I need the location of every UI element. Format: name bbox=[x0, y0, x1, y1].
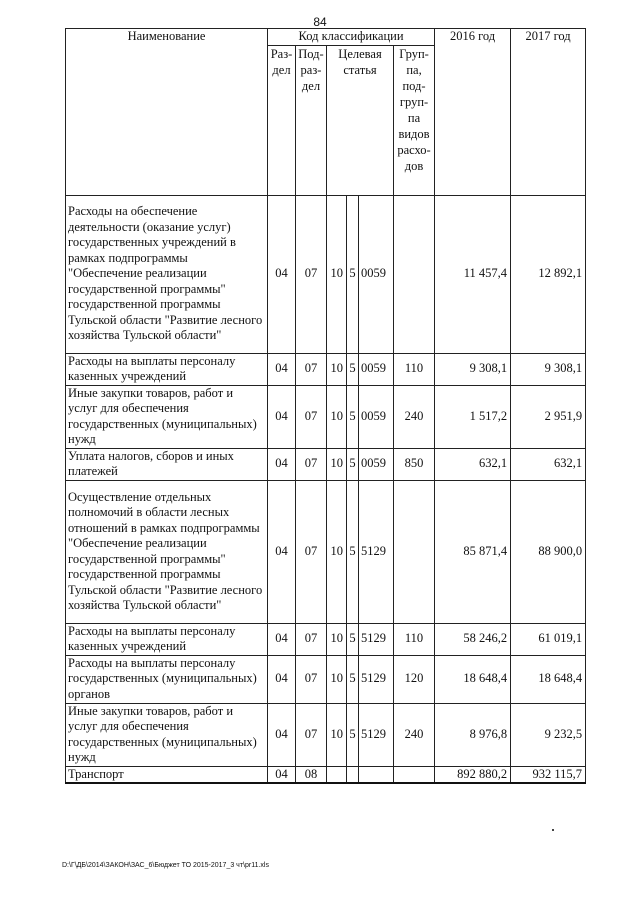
cell-podrazdel: 08 bbox=[296, 766, 327, 783]
cell-cs2: 5 bbox=[347, 448, 359, 480]
cell-y2016: 11 457,4 bbox=[435, 195, 511, 353]
cell-cs2: 5 bbox=[347, 703, 359, 766]
cell-y2017: 9 232,5 bbox=[511, 703, 586, 766]
cell-podrazdel: 07 bbox=[296, 195, 327, 353]
cell-name: Осуществление отдельных полномочий в области лесных отношений в рамках подпрограммы "Обеспечение реализации государственной программы" государственной программы Тульской области "Развитие лесного хозяйства Тульской области" bbox=[66, 480, 268, 623]
cell-razdel: 04 bbox=[268, 703, 296, 766]
cell-cs1: 10 bbox=[327, 353, 347, 385]
cell-y2017: 12 892,1 bbox=[511, 195, 586, 353]
cell-name: Транспорт bbox=[66, 766, 268, 783]
cell-cs1: 10 bbox=[327, 703, 347, 766]
cell-vr: 110 bbox=[394, 623, 435, 655]
cell-cs2 bbox=[347, 766, 359, 783]
cell-name: Иные закупки товаров, работ и услуг для обеспечения государственных (муниципальных) нужд bbox=[66, 385, 268, 448]
header-code-group: Код классификации bbox=[268, 29, 435, 46]
cell-cs2: 5 bbox=[347, 480, 359, 623]
cell-name: Расходы на выплаты персоналу государственных (муниципальных) органов bbox=[66, 655, 268, 703]
cell-razdel: 04 bbox=[268, 623, 296, 655]
cell-razdel: 04 bbox=[268, 480, 296, 623]
cell-cs3: 0059 bbox=[359, 195, 394, 353]
footer-file-path: D:\Г\ДБ\2014\ЗАКОН\ЗАС_6\Бюджет ТО 2015-2017_3 чт\pr11.xls bbox=[62, 862, 269, 869]
budget-table bbox=[65, 28, 586, 784]
stray-dot bbox=[552, 829, 554, 831]
header-name: Наименование bbox=[66, 29, 268, 196]
cell-razdel: 04 bbox=[268, 385, 296, 448]
cell-cs3: 5129 bbox=[359, 623, 394, 655]
cell-y2017: 632,1 bbox=[511, 448, 586, 480]
cell-vr bbox=[394, 195, 435, 353]
cell-name: Расходы на обеспечение деятельности (оказание услуг) государственных учреждений в рамках подпрограммы "Обеспечение реализации государственной программы" государственной программы Тульской области "Развитие лесного хозяйства Тульской области" bbox=[66, 195, 268, 353]
cell-cs3: 0059 bbox=[359, 353, 394, 385]
cell-cs1: 10 bbox=[327, 195, 347, 353]
table-row bbox=[66, 655, 586, 703]
cell-cs3: 5129 bbox=[359, 655, 394, 703]
cell-cs2: 5 bbox=[347, 353, 359, 385]
cell-cs1 bbox=[327, 766, 347, 783]
cell-y2017: 18 648,4 bbox=[511, 655, 586, 703]
cell-podrazdel: 07 bbox=[296, 385, 327, 448]
cell-y2017: 932 115,7 bbox=[511, 766, 586, 783]
cell-y2016: 58 246,2 bbox=[435, 623, 511, 655]
header-expense-type: Груп- па, под- груп- па видов расхо- дов bbox=[394, 45, 435, 195]
cell-y2017: 88 900,0 bbox=[511, 480, 586, 623]
header-target-article: Целевая статья bbox=[327, 45, 394, 195]
cell-vr bbox=[394, 766, 435, 783]
cell-name: Расходы на выплаты персоналу казенных учреждений bbox=[66, 353, 268, 385]
cell-vr: 120 bbox=[394, 655, 435, 703]
cell-cs3: 0059 bbox=[359, 448, 394, 480]
cell-cs3: 5129 bbox=[359, 703, 394, 766]
cell-name: Расходы на выплаты персоналу казенных учреждений bbox=[66, 623, 268, 655]
cell-cs1: 10 bbox=[327, 385, 347, 448]
cell-podrazdel: 07 bbox=[296, 480, 327, 623]
cell-razdel: 04 bbox=[268, 766, 296, 783]
cell-y2017: 2 951,9 bbox=[511, 385, 586, 448]
cell-podrazdel: 07 bbox=[296, 703, 327, 766]
table-row bbox=[66, 703, 586, 766]
cell-name: Уплата налогов, сборов и иных платежей bbox=[66, 448, 268, 480]
cell-y2016: 8 976,8 bbox=[435, 703, 511, 766]
header-section: Раз- дел bbox=[268, 45, 296, 195]
cell-cs3: 5129 bbox=[359, 480, 394, 623]
cell-vr: 240 bbox=[394, 703, 435, 766]
cell-cs1: 10 bbox=[327, 655, 347, 703]
cell-podrazdel: 07 bbox=[296, 655, 327, 703]
cell-cs3: 0059 bbox=[359, 385, 394, 448]
cell-razdel: 04 bbox=[268, 655, 296, 703]
cell-y2016: 1 517,2 bbox=[435, 385, 511, 448]
table-row bbox=[66, 766, 586, 783]
cell-podrazdel: 07 bbox=[296, 623, 327, 655]
table-row bbox=[66, 195, 586, 353]
cell-vr: 850 bbox=[394, 448, 435, 480]
cell-podrazdel: 07 bbox=[296, 353, 327, 385]
cell-podrazdel: 07 bbox=[296, 448, 327, 480]
cell-y2017: 9 308,1 bbox=[511, 353, 586, 385]
cell-y2016: 85 871,4 bbox=[435, 480, 511, 623]
header-year-2016: 2016 год bbox=[435, 29, 511, 196]
cell-y2016: 18 648,4 bbox=[435, 655, 511, 703]
cell-y2016: 9 308,1 bbox=[435, 353, 511, 385]
table-row bbox=[66, 353, 586, 385]
cell-cs2: 5 bbox=[347, 623, 359, 655]
table-row bbox=[66, 623, 586, 655]
cell-vr: 240 bbox=[394, 385, 435, 448]
page-number: 84 bbox=[313, 15, 327, 29]
cell-vr bbox=[394, 480, 435, 623]
cell-razdel: 04 bbox=[268, 448, 296, 480]
cell-cs2: 5 bbox=[347, 655, 359, 703]
cell-vr: 110 bbox=[394, 353, 435, 385]
cell-razdel: 04 bbox=[268, 353, 296, 385]
cell-cs1: 10 bbox=[327, 480, 347, 623]
cell-razdel: 04 bbox=[268, 195, 296, 353]
cell-cs1: 10 bbox=[327, 448, 347, 480]
cell-y2016: 632,1 bbox=[435, 448, 511, 480]
table-row bbox=[66, 448, 586, 480]
cell-cs1: 10 bbox=[327, 623, 347, 655]
header-subsection: Под- раз- дел bbox=[296, 45, 327, 195]
cell-y2017: 61 019,1 bbox=[511, 623, 586, 655]
cell-y2016: 892 880,2 bbox=[435, 766, 511, 783]
table-body bbox=[66, 195, 586, 783]
header-year-2017: 2017 год bbox=[511, 29, 586, 196]
table-row bbox=[66, 385, 586, 448]
cell-cs2: 5 bbox=[347, 195, 359, 353]
table-row bbox=[66, 480, 586, 623]
cell-cs2: 5 bbox=[347, 385, 359, 448]
cell-cs3 bbox=[359, 766, 394, 783]
cell-name: Иные закупки товаров, работ и услуг для обеспечения государственных (муниципальных) нужд bbox=[66, 703, 268, 766]
